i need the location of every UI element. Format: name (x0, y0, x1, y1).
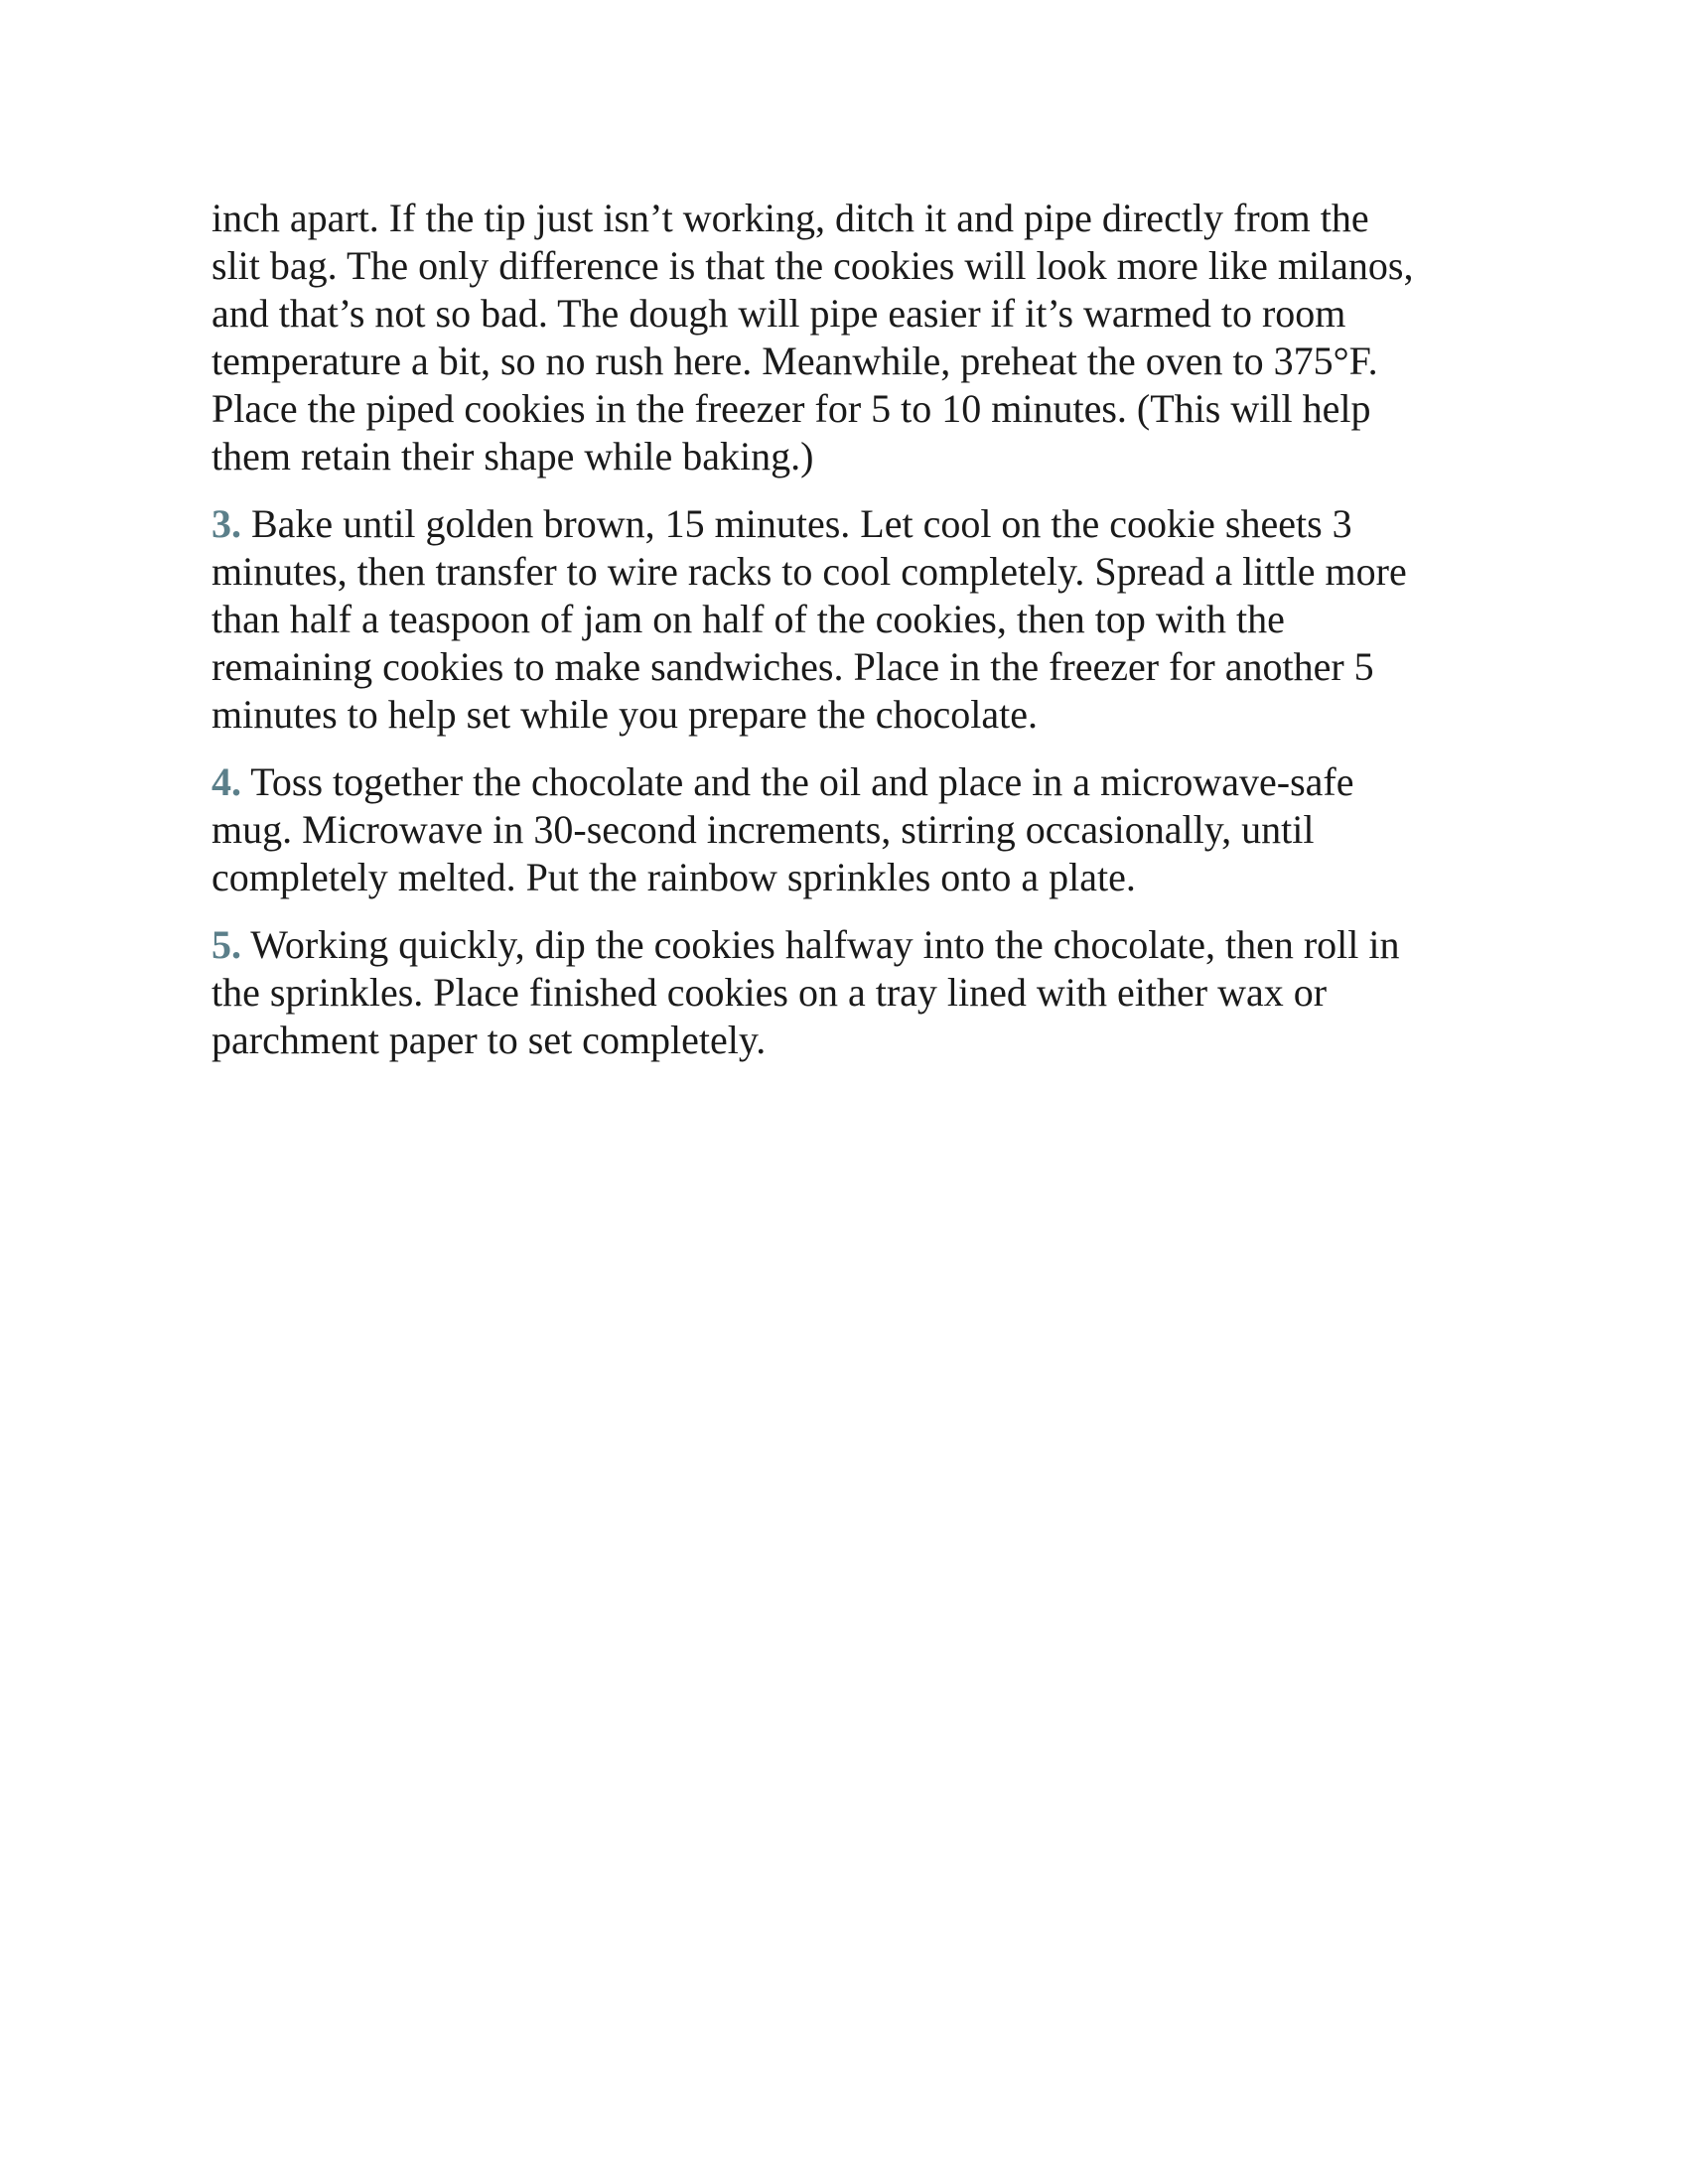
continued-paragraph: inch apart. If the tip just isn’t working, ditch it and pipe directly from the slit bag. The only difference is that the cookies will look more like milanos, and that’s not so bad. The dough will pipe easier if it’s warmed to room temperature a bit, so no rush here. Meanwhile, preheat the oven to 375°F. Place the piped cookies in the freezer for 5 to 10 minutes. (This will help them retain their shape while baking.) (211, 196, 1414, 478)
step-5-number: 5. (211, 922, 241, 967)
step-5-paragraph (211, 921, 1492, 1064)
step-4-paragraph (211, 758, 1492, 901)
step-3-text: Bake until golden brown, 15 minutes. Let cool on the cookie sheets 3 minutes, then transfer to wire racks to cool completely. Spread a little more than half a teaspoon of jam on half of the cookies, then top with the remaining cookies to make sandwiches. Place in the freezer for another 5 minutes to help set while you prepare the chocolate. (211, 501, 1407, 737)
step-4-number: 4. (211, 759, 241, 804)
recipe-instructions (211, 195, 1492, 1084)
step-3-paragraph (211, 500, 1492, 739)
step-5-text: Working quickly, dip the cookies halfway into the chocolate, then roll in the sprinkles. Place finished cookies on a tray lined with either wax or parchment paper to set completely. (211, 922, 1400, 1062)
step-3-number: 3. (211, 501, 241, 546)
step-4-text: Toss together the chocolate and the oil and place in a microwave-safe mug. Microwave in 30-second increments, stirring occasionally, until completely melted. Put the rainbow sprinkles onto a plate. (211, 759, 1354, 899)
